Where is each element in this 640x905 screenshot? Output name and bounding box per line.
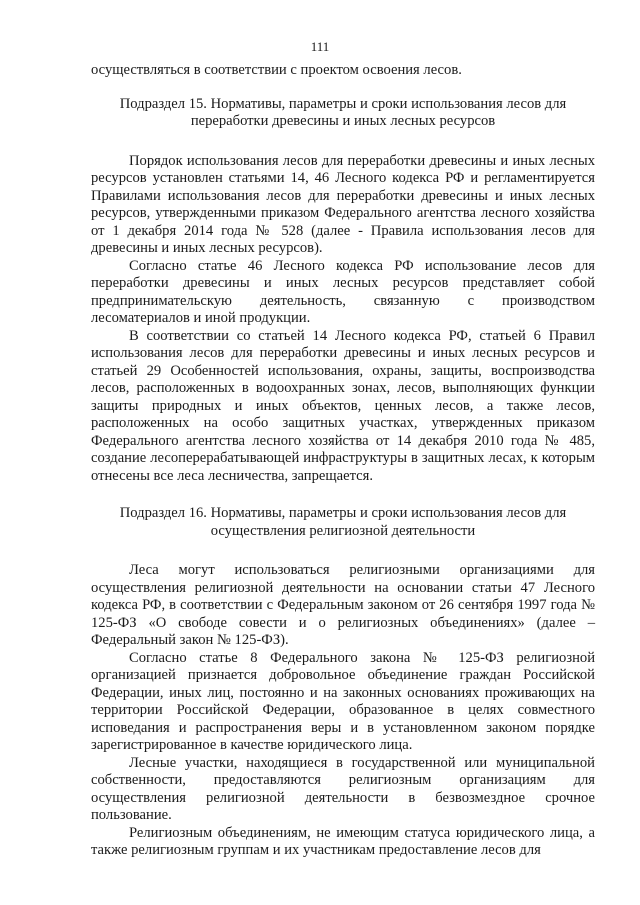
- section-16-paragraph: Религиозным объединениям, не имеющим статуса юридического лица, а также религиозным группам и их участникам предоставление лесов для: [91, 824, 595, 858]
- section-15-paragraph: В соответствии со статьей 14 Лесного кодекса РФ, статьей 6 Правил использования лесов для переработки древесины и иных лесных ресурсов и статьей 29 Особенностей использования, охраны, защиты, воспроизводства лесов, расположенных в водоохранных зонах, лесов, выполняющих функции защиты природных и иных объектов, ценных лесов, а также лесов, расположенных на особо защитных участках, утвержденных приказом Федерального агентства лесного хозяйства от 14 декабря 2010 года № 485, создание лесоперерабатывающей инфраструктуры в защитных лесах, к которым отнесены все леса лесничества, запрещается.: [91, 327, 595, 484]
- page-number: 111: [310, 39, 330, 54]
- page-content: [91, 62, 595, 860]
- section-16-heading: Подраздел 16. Нормативы, параметры и сроки использования лесов для осуществления религиозной деятельности: [119, 505, 567, 539]
- section-15-paragraph: Согласно статье 46 Лесного кодекса РФ использование лесов для переработки древесины и иных лесных ресурсов представляет собой предпринимательскую деятельность, связанную с производством лесоматериалов и иной продукции.: [91, 257, 595, 326]
- intro-continuation: осуществляться в соответствии с проектом освоения лесов.: [91, 62, 462, 78]
- section-15-heading: Подраздел 15. Нормативы, параметры и сроки использования лесов для переработки древесины и иных лесных ресурсов: [119, 95, 567, 129]
- section-16-paragraph: Согласно статье 8 Федерального закона № 125-ФЗ религиозной организацией признается добровольное объединение граждан Российской Федерации, иных лиц, постоянно и на законных основаниях проживающих на территории Российской Федерации, образованное в целях совместного исповедания и распространения веры и в установленном законом порядке зарегистрированное в качестве юридического лица.: [91, 649, 595, 753]
- section-16-paragraph: Леса могут использоваться религиозными организациями для осуществления религиозной деятельности на основании статьи 47 Лесного кодекса РФ, в соответствии с Федеральным законом от 26 сентября 1997 года № 125-ФЗ «О свободе совести и о религиозных объединениях» (далее – Федеральный закон № 125-ФЗ).: [91, 562, 595, 648]
- section-15-paragraph: Порядок использования лесов для переработки древесины и иных лесных ресурсов установлен статьями 14, 46 Лесного кодекса РФ и регламентируется Правилами использования лесов для переработки древесины и иных лесных ресурсов, утвержденными приказом Федерального агентства лесного хозяйства от 1 декабря 2014 года № 528 (далее - Правила использования лесов для древесины и иных лесных ресурсов).: [91, 152, 595, 256]
- section-16-paragraph: Лесные участки, находящиеся в государственной или муниципальной собственности, предоставляются религиозным организациям для осуществления религиозной деятельности в безвозмездное срочное пользование.: [91, 754, 595, 823]
